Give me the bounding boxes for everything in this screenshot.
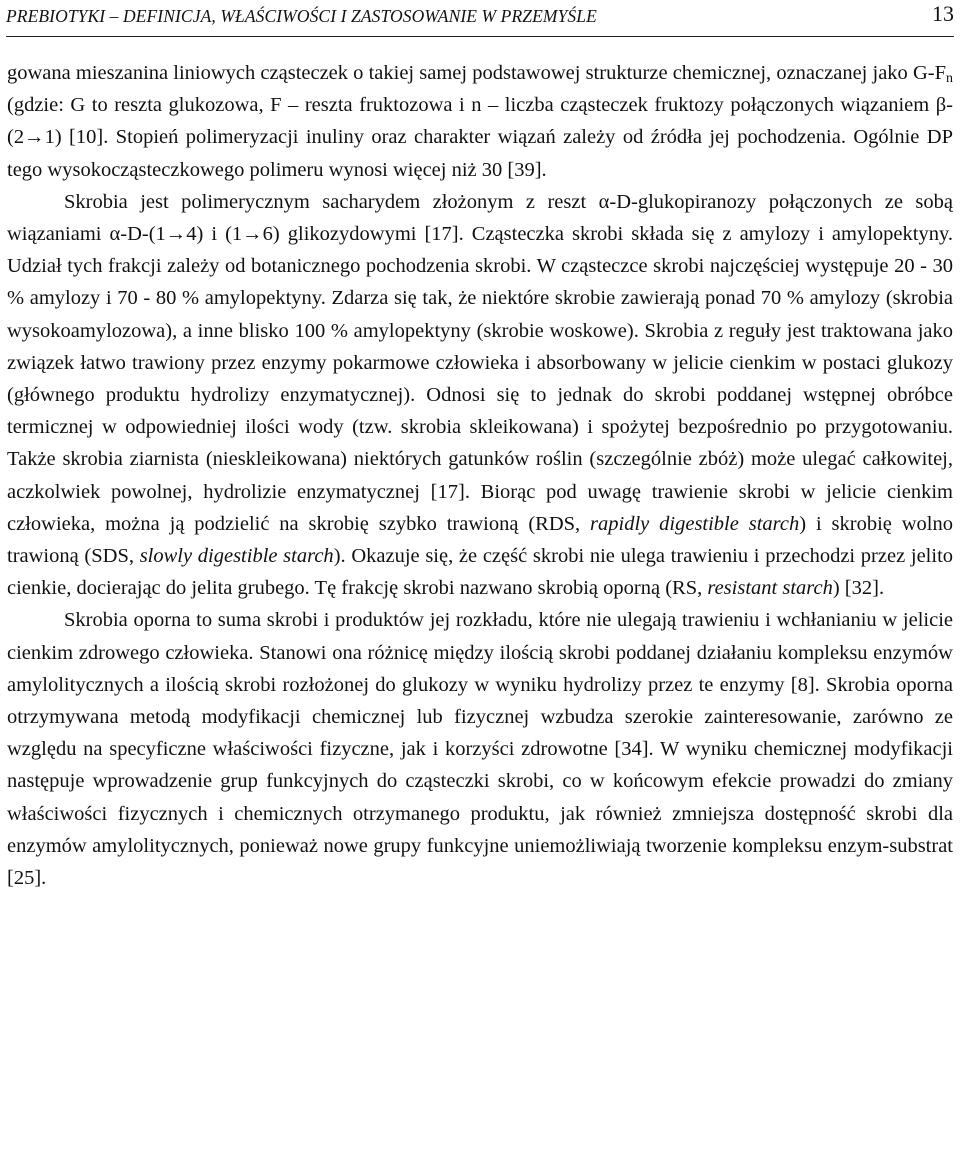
italic-term: resistant starch <box>707 577 833 600</box>
text-run: ) i skrobię wolno trawioną (SDS, <box>7 512 953 568</box>
header-divider <box>6 36 954 37</box>
text-run: Skrobia oporna to suma skrobi i produktów jej rozkładu, które nie ulegają trawieniu i wchłanianiu w jelicie cienkim zdrowego człowieka. Stanowi ona różnicę między ilością skrobi poddanej działaniu kompleksu enzymów amylolitycznych a ilością skrobi rozłożonej do glukozy w wyniku hydrolizy przez te enzymy [8]. Skrobia oporna otrzymywana metodą modyfikacji chemicznej lub fizycznej wzbudza szerokie zainteresowanie, zarówno ze względu na specyficzne właściwości fizyczne, jak i korzyści zdrowotne [34]. W wyniku chemicznej modyfikacji następuje wprowadzenie grup funkcyjnych do cząsteczki skrobi, co w końcowym efekcie prowadzi do zmiany właściwości fizycznych i chemicznych otrzymanego produktu, jak również zmniejsza dostępność skrobi dla enzymów amylolitycznych, ponieważ nowe grupy funkcyjne uniemożliwiają tworzenie kompleksu enzym-substrat [25]. <box>7 609 953 890</box>
paragraph-resistant-starch <box>7 604 953 894</box>
text-run: gowana mieszanina liniowych cząsteczek o takiej samej podstawowej strukturze chemicznej, oznaczanej jako G-F <box>7 62 946 84</box>
paragraph-inulin-structure <box>7 57 953 186</box>
page-number: 13 <box>932 1 954 26</box>
body-text <box>7 57 953 894</box>
header-title: PREBIOTYKI – DEFINICJA, WŁAŚCIWOŚCI I ZASTOSOWANIE W PRZEMYŚLE <box>6 6 597 26</box>
text-run: (gdzie: G to reszta glukozowa, F – reszta fruktozowa i n – liczba cząsteczek fruktozy połączonych wiązaniem β-(2→1) [10]. Stopień polimeryzacji inuliny oraz charakter wiązań zależy od źródła jej pochodzenia. Ogólnie DP tego wysokocząsteczkowego polimeru wynosi więcej niż 30 [39]. <box>7 94 953 181</box>
running-header <box>6 1 954 30</box>
italic-term: slowly digestible starch <box>139 545 334 568</box>
italic-term: rapidly digestible starch <box>590 512 800 535</box>
paragraph-starch-digestion <box>7 186 953 605</box>
text-run: ). Okazuje się, że część skrobi nie ulega trawieniu i przechodzi przez jelito cienkie, docierając do jelita grubego. Tę frakcję skrobi nazwano skrobią oporną (RS, <box>7 545 954 600</box>
subscript-text: n <box>946 71 953 86</box>
text-run: ) [32]. <box>832 577 885 600</box>
text-run: Skrobia jest polimerycznym sacharydem złożonym z reszt α-D-glukopiranozy połączonych ze sobą wiązaniami α-D-(1→4) i (1→6) glikozydowymi [17]. Cząsteczka skrobi składa się z amylozy i amylopektyny. Udział tych frakcji zależy od botanicznego pochodzenia skrobi. W cząsteczce skrobi najczęściej występuje 20 - 30 % amylozy i 70 - 80 % amylopektyny. Zdarza się tak, że niektóre skrobie zawierają ponad 70 % amylozy (skrobia wysokoamylozowa), a inne blisko 100 % amylopektyny (skrobie woskowe). Skrobia z reguły jest traktowana jako związek łatwo trawiony przez enzymy pokarmowe człowieka i absorbowany w jelicie cienkim w postaci glukozy (głównego produktu hydrolizy enzymatycznej). Odnosi się to jednak do skrobi poddanej wstępnej obróbce termicznej w odpowiedniej ilości wody (tzw. skrobia skleikowana) i spożytej bezpośrednio po przygotowaniu. Także skrobia ziarnista (nieskleikowana) niektórych gatunków roślin (szczególnie zbóż) może ulegać całkowitej, aczkolwiek powolnej, hydrolizie enzymatycznej [17]. Biorąc pod uwagę trawienie skrobi w jelicie cienkim człowieka, można ją podzielić na skrobię szybko trawioną (RDS, <box>7 190 953 535</box>
